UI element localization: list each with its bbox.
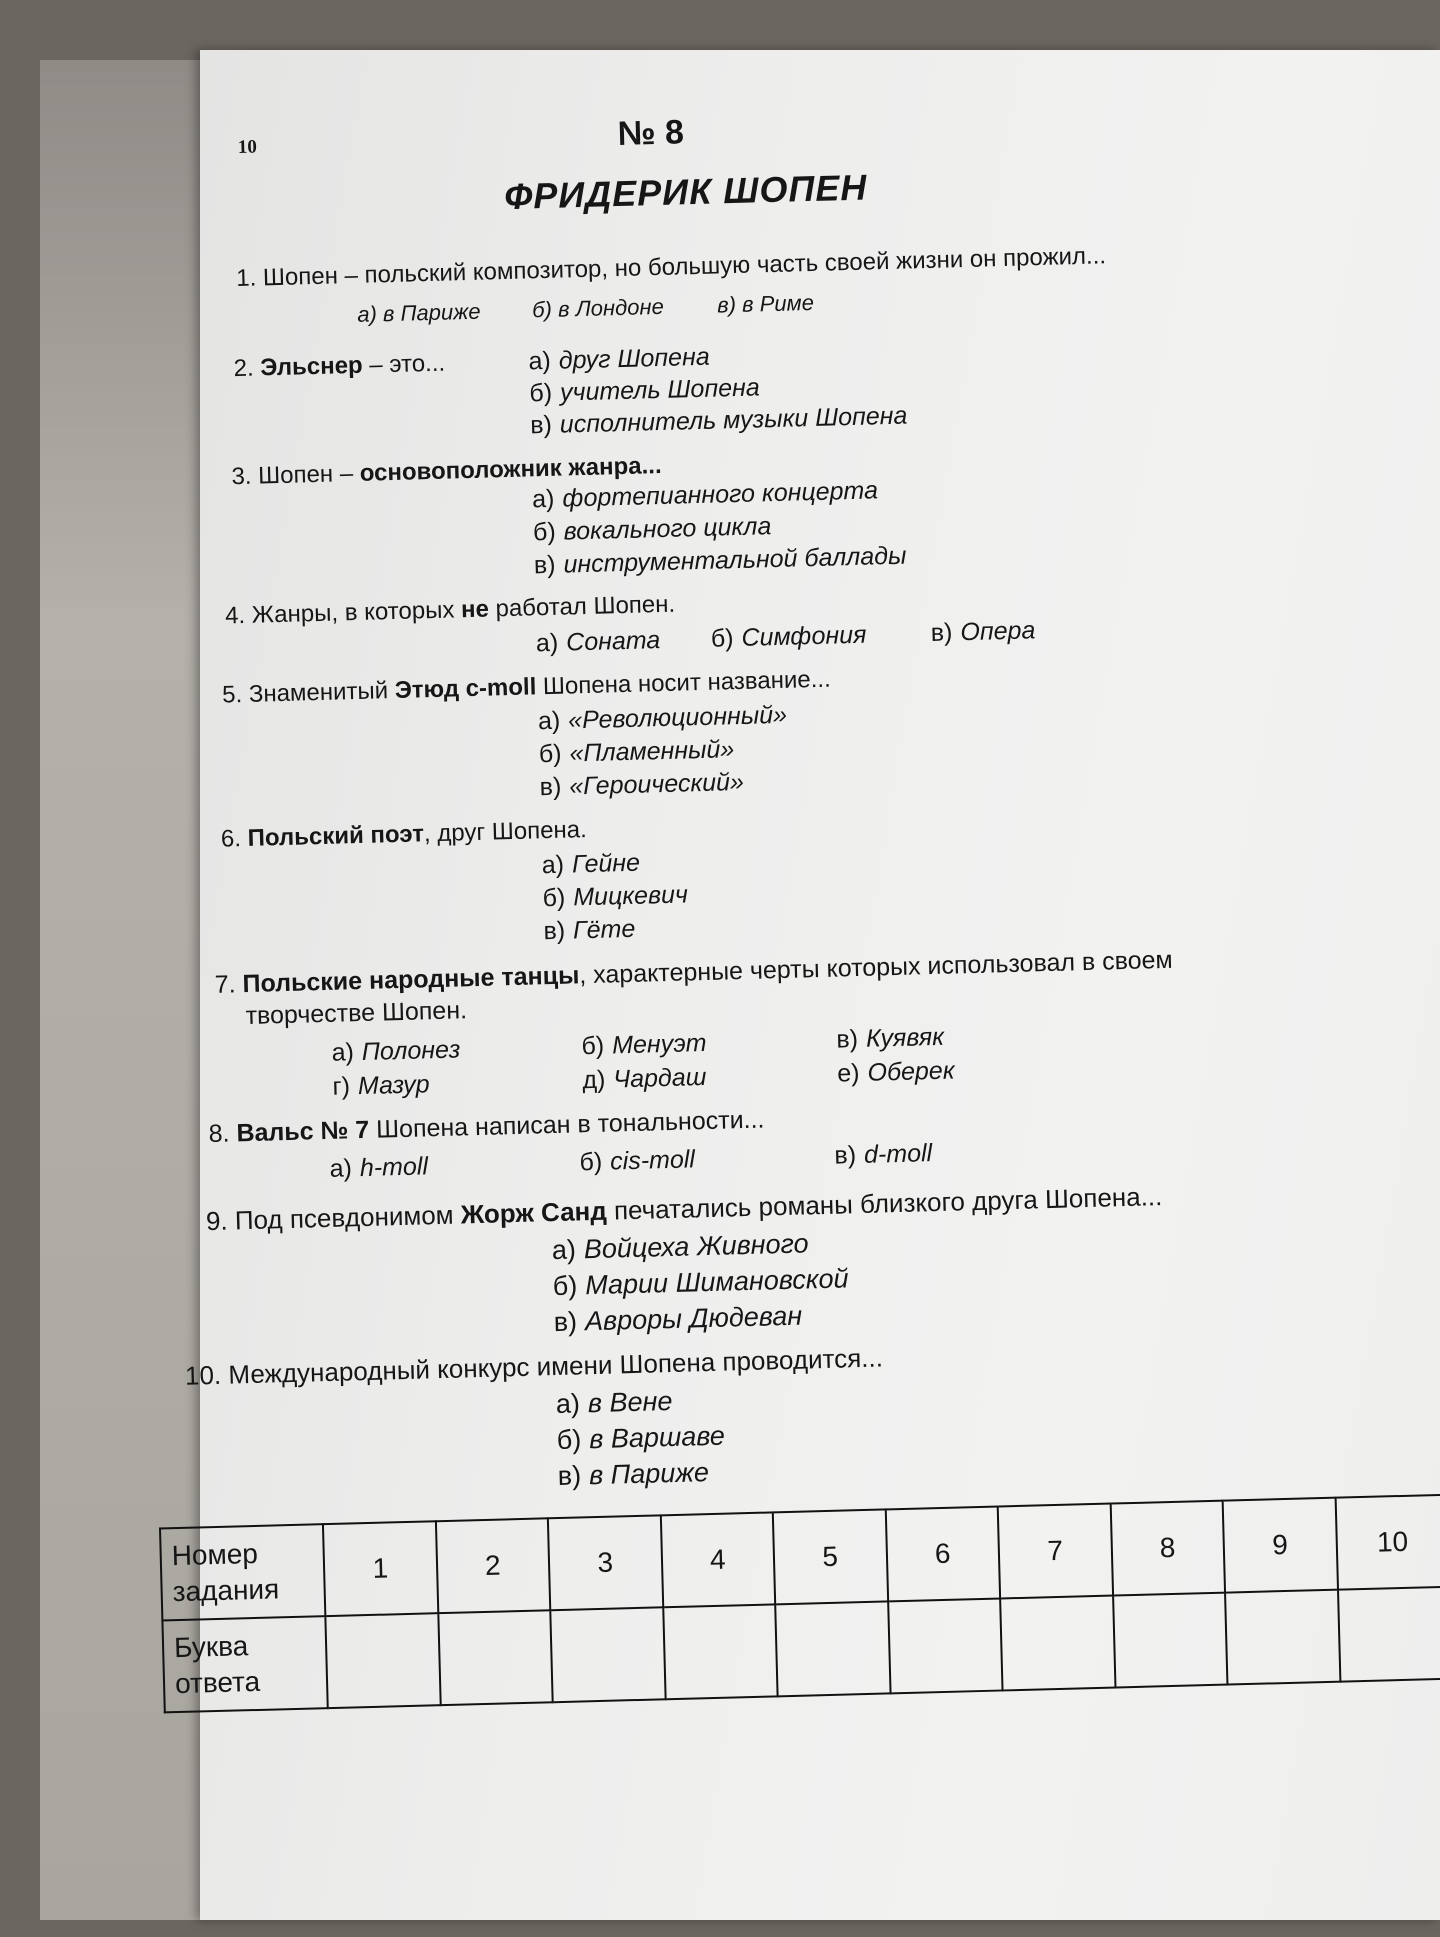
answer-cell[interactable] [1225,1590,1340,1685]
q8-option-c: в) d-moll [834,1139,933,1170]
answer-letter-label: Буква ответа [162,1616,327,1712]
question-text: – это... [362,349,446,379]
question-text: Международный конкурс имени Шопена проводится... [227,1342,884,1390]
question-text: Шопен – польский композитор, но большую часть своей жизни он прожил... [262,242,1107,292]
q4-option-a: а) Соната [535,626,661,658]
q5-option-c: в) «Героический» [539,767,745,802]
question-10 [185,1342,884,1391]
question-7-line2: творчестве Шопен. [245,996,468,1031]
answer-cell[interactable] [1000,1596,1115,1691]
q6-option-a: а) Гейне [541,848,641,880]
question-number: 10. [184,1359,222,1391]
answer-cell[interactable] [438,1610,553,1705]
question-keyword: Эльснер [259,351,363,382]
q10-option-a: а) в Вене [555,1386,673,1420]
q7-option-c: в) Куявяк [836,1022,945,1054]
q1-option-c: в) в Риме [716,289,815,318]
question-number: 6. [220,825,242,853]
task-number-cell: 3 [548,1515,663,1610]
answer-cell[interactable] [1338,1587,1440,1682]
question-3: 3. Шопен – основоположник жанра... [231,451,662,491]
workbook-page [171,50,1440,1920]
page-content [171,34,1440,1936]
task-number-label: Номер задания [160,1524,325,1620]
question-keyword: Этюд c-moll [394,673,537,705]
q10-option-b: б) в Варшаве [556,1420,726,1456]
question-1 [236,242,1106,293]
answer-cell[interactable] [663,1604,778,1699]
page-number: 10 [237,136,258,158]
question-keyword: Жорж Санд [460,1195,608,1230]
q7-option-e: д) Чардаш [582,1063,707,1095]
q3-option-a: а) фортепианного концерта [531,476,879,514]
answer-cell[interactable] [550,1607,665,1702]
answer-table [159,1494,1440,1714]
answer-cell[interactable] [325,1613,440,1708]
q4-option-b: б) Симфония [710,620,867,653]
task-number-cell: 9 [1223,1498,1338,1593]
q6-option-c: в) Гёте [543,914,636,946]
question-keyword: Польский поэт [247,820,425,852]
question-number: 9. [205,1205,229,1237]
task-number-cell: 7 [998,1504,1113,1599]
question-keyword: Польские народные танцы [242,961,580,999]
question-keyword: не [460,595,490,624]
answer-cell[interactable] [1113,1593,1228,1688]
q6-option-b: б) Мицкевич [542,880,689,913]
answer-cell[interactable] [775,1601,890,1696]
q7-option-f: е) Оберек [836,1056,955,1088]
q2-option-a: а) друг Шопена [528,342,711,376]
question-2 [233,350,445,384]
q3-option-b: б) вокального цикла [532,512,772,547]
question-9: 9. Под псевдонимом Жорж Санд печатались романы близкого друга Шопена... [205,1181,1163,1237]
q2-option-b: б) учитель Шопена [529,373,761,408]
task-number-cell: 4 [660,1512,775,1607]
q5-option-a: а) «Революционный» [537,700,788,736]
test-number: № 8 [617,113,685,153]
q5-option-b: б) «Пламенный» [538,735,735,769]
question-4: 4. Жанры, в которых не работал Шопен. [224,590,676,630]
task-number-cell: 8 [1110,1501,1225,1596]
question-number: 7. [214,970,237,999]
task-number-cell: 10 [1335,1495,1440,1590]
q1-option-b: б) в Лондоне [531,293,665,323]
question-number: 4. [224,601,246,630]
question-7: 7. Польские народные танцы, характерные черты которых использовал в своем [214,945,1173,999]
q9-option-b: б) Марии Шимановской [552,1263,849,1302]
answer-cell[interactable] [888,1598,1003,1693]
q10-option-c: в) в Париже [557,1457,710,1492]
q7-option-a: а) Полонез [331,1035,461,1067]
q7-option-b: б) Менуэт [581,1028,707,1061]
question-5: 5. Знаменитый Этюд c-moll Шопена носит название... [221,665,832,709]
question-number: 1. [235,264,257,293]
q2-option-c: в) исполнитель музыки Шопена [529,401,908,440]
q9-option-a: а) Войцеха Живного [551,1228,809,1266]
q4-option-c: в) Опера [930,616,1036,647]
question-6: 6. Польский поэт, друг Шопена. [220,816,588,853]
task-number-cell: 2 [435,1518,550,1613]
task-number-cell: 6 [885,1507,1000,1602]
q1-option-a: а) в Париже [356,298,481,327]
q7-option-d: г) Мазур [332,1070,430,1101]
question-keyword: основоположник жанра... [359,451,662,487]
question-keyword: Вальс № 7 [236,1115,370,1148]
task-number-cell: 1 [323,1521,438,1616]
q3-option-c: в) инструментальной баллады [533,541,907,580]
question-number: 2. [233,354,255,383]
q8-option-a: а) h-moll [329,1152,429,1183]
question-8: 8. Вальс № 7 Шопена написан в тональности... [208,1105,765,1149]
question-number: 5. [221,681,243,709]
q8-option-b: б) cis-moll [579,1145,696,1177]
q9-option-c: в) Авроры Дюдеван [553,1300,803,1338]
question-number: 8. [208,1119,230,1149]
page-title: ФРИДЕРИК ШОПЕН [503,166,868,217]
task-number-cell: 5 [773,1509,888,1604]
question-number: 3. [231,462,252,491]
